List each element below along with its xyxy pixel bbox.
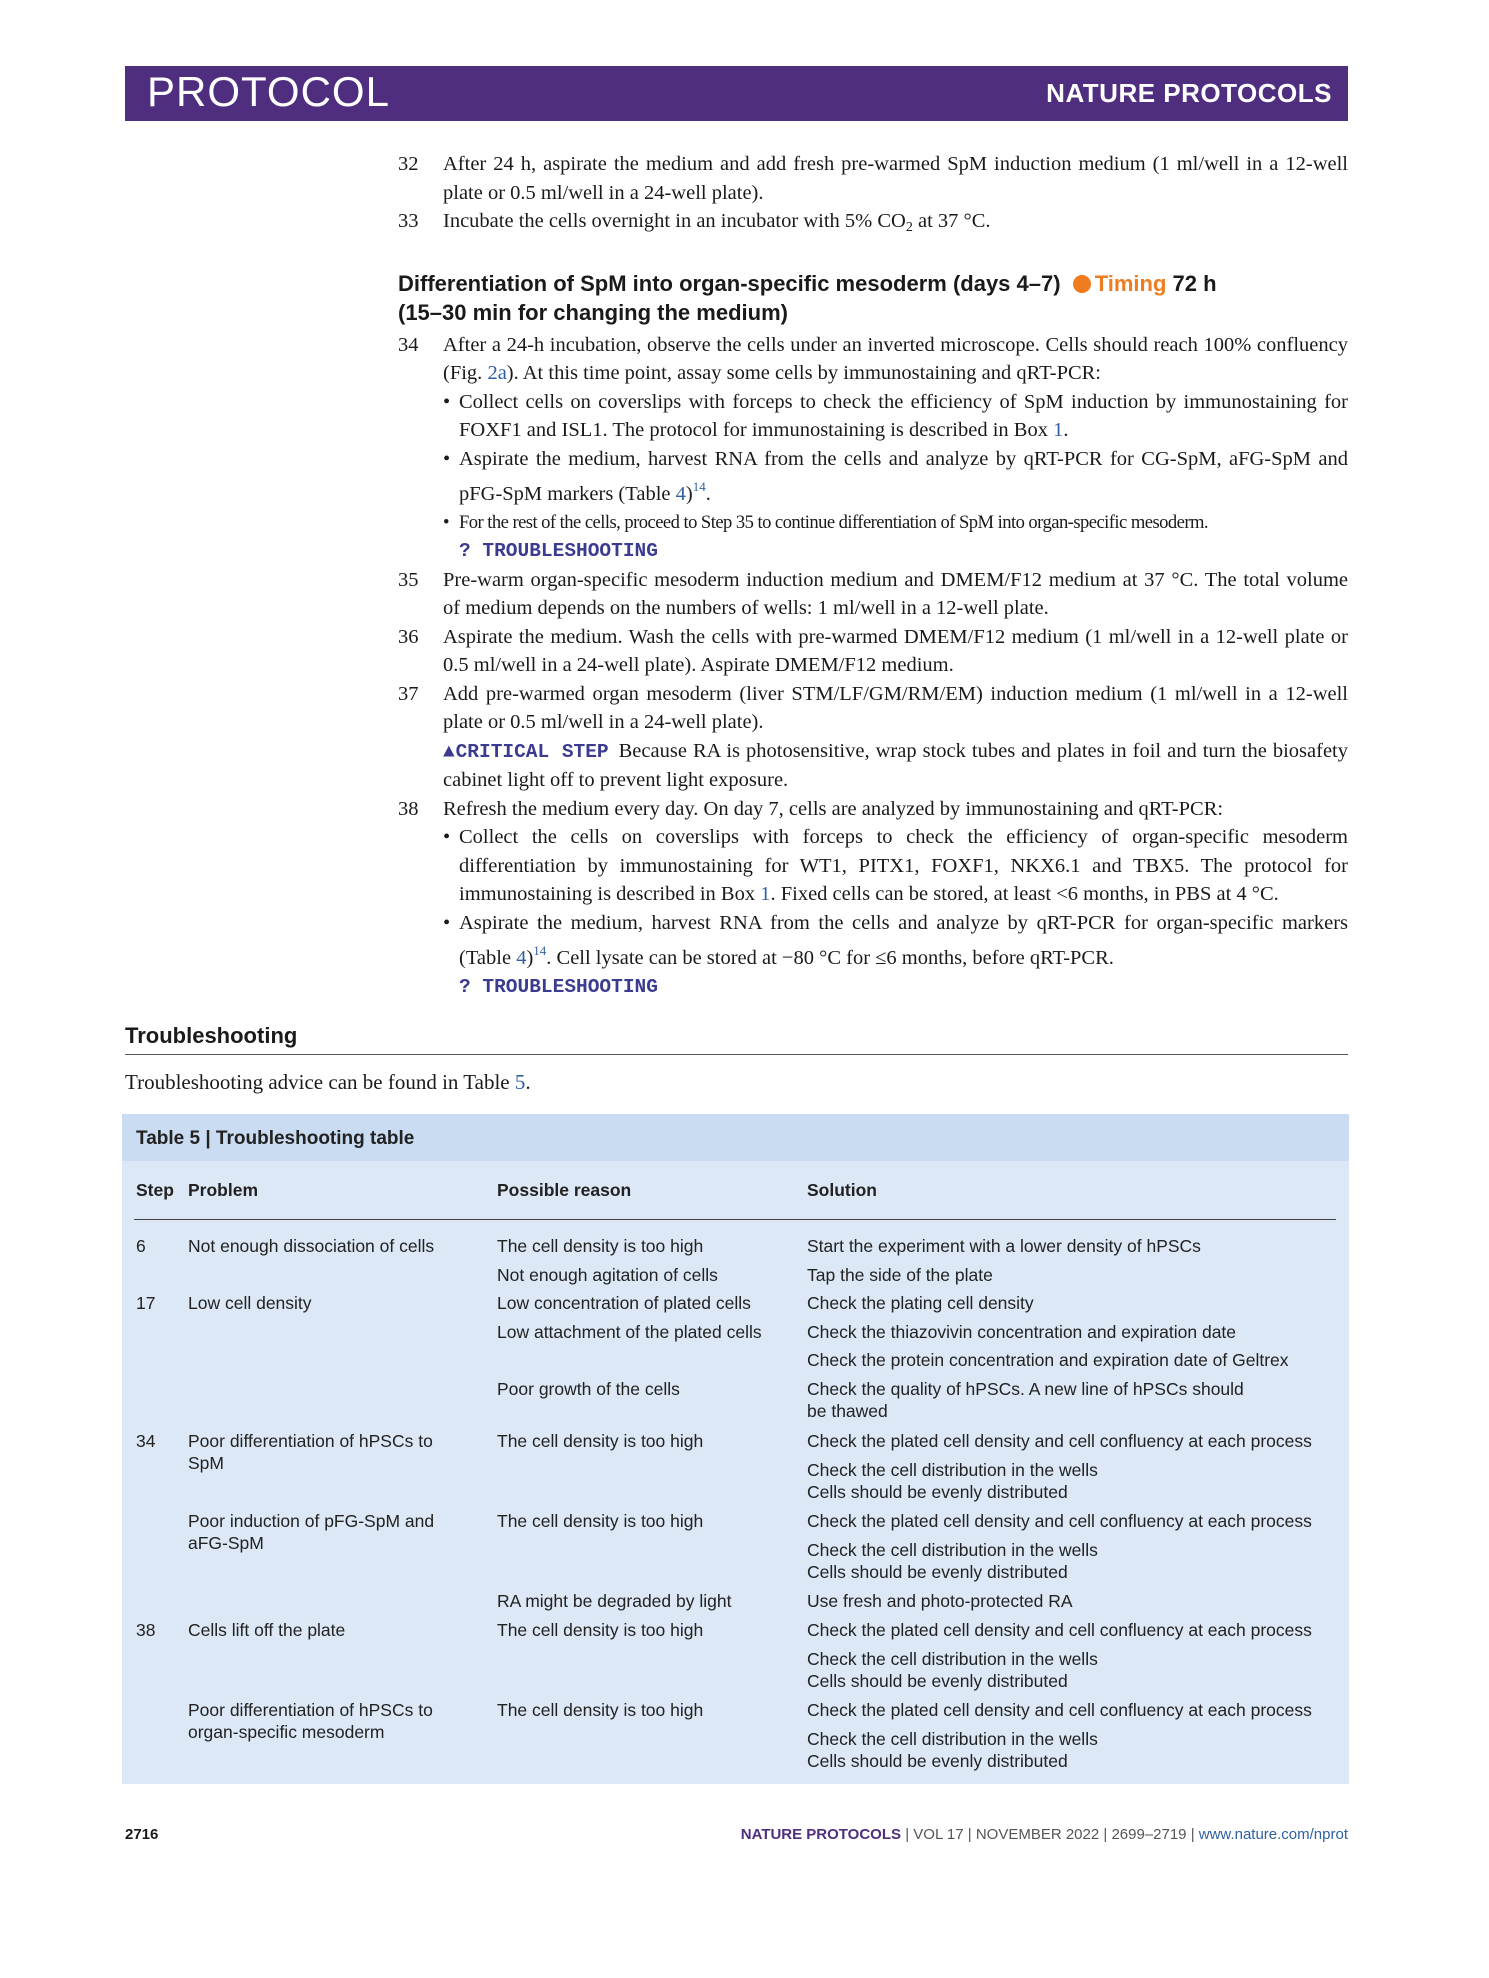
bullet-text: . Cell lysate can be stored at −80 °C for ≤6 months, before qRT-PCR.	[546, 947, 1114, 969]
table-cell: Poor growth of the cells	[497, 1379, 680, 1399]
table-cell: Check the protein concentration and expiration date of Geltrex	[807, 1350, 1289, 1370]
separator: |	[1099, 1826, 1112, 1843]
table-cell: Low cell density	[188, 1293, 312, 1313]
step-35	[398, 566, 1348, 623]
footer-pages: 2699–2719	[1111, 1826, 1187, 1843]
footer-volume: VOL 17	[913, 1826, 964, 1843]
step-text: Pre-warm organ-specific mesoderm induction medium and DMEM/F12 medium at 37 °C. The total volume of medium depends on the numbers of wells: 1 ml/well in a 12-well plate.	[443, 568, 1348, 619]
step-text: Aspirate the medium. Wash the cells with pre-warmed DMEM/F12 medium (1 ml/well in a 12-well plate or 0.5 ml/well in a 24-well plate). Aspirate DMEM/F12 medium.	[443, 625, 1348, 676]
table-cell: Check the plated cell density and cell confluency at each process	[807, 1620, 1312, 1640]
table-cell: 38	[136, 1620, 156, 1640]
table-cell: Check the cell distribution in the wells	[807, 1729, 1098, 1749]
paragraph-text: .	[525, 1070, 531, 1094]
step-37	[398, 680, 1348, 795]
troubleshooting-heading: Troubleshooting	[125, 1023, 1348, 1055]
table-cell: Tap the side of the plate	[807, 1265, 993, 1285]
step-text: at 37 °C.	[912, 210, 991, 232]
table-cell: Check the cell distribution in the wells	[807, 1649, 1098, 1669]
table-cell: Poor differentiation of hPSCs to	[188, 1431, 433, 1451]
step-36	[398, 623, 1348, 680]
footer-url-link[interactable]: www.nature.com/nprot	[1198, 1826, 1348, 1843]
timing-value: 72 h	[1172, 270, 1217, 296]
table-cell: Cells should be evenly distributed	[807, 1751, 1068, 1771]
critical-step-label: ▲CRITICAL STEP	[443, 740, 609, 763]
table-cell: Check the thiazovivin concentration and expiration date	[807, 1322, 1237, 1342]
step-34	[398, 331, 1348, 566]
step-text: After a 24-h incubation, observe the cells under an inverted microscope. Cells should reach 100% confluency (Fig.	[443, 333, 1348, 384]
table-cell: Check the plated cell density and cell confluency at each process	[807, 1431, 1312, 1451]
header-step: Step	[136, 1180, 174, 1200]
table-cell: Not enough agitation of cells	[497, 1265, 718, 1285]
step-text: Refresh the medium every day. On day 7, cells are analyzed by immunostaining and qRT-PCR:	[443, 797, 1224, 820]
table-cell: Not enough dissociation of cells	[188, 1236, 435, 1256]
header-reason: Possible reason	[497, 1180, 632, 1200]
table-cell: Check the plating cell density	[807, 1293, 1034, 1313]
bullet-text: For the rest of the cells, proceed to Step 35 to continue differentiation of SpM into organ-specific mesoderm.	[459, 511, 1208, 533]
step-38	[398, 795, 1348, 1002]
step-text: ). At this time point, assay some cells by immunostaining and qRT-PCR:	[506, 362, 1102, 384]
step-text: Incubate the cells overnight in an incubator with 5% CO	[443, 210, 906, 232]
table-cell: 6	[136, 1236, 146, 1256]
step-33	[398, 207, 1348, 243]
step-text: Add pre-warmed organ mesoderm (liver STM/LF/GM/RM/EM) induction medium (1 ml/well in a 12-well plate or 0.5 ml/well in a 24-well plate).	[443, 682, 1348, 733]
separator: |	[1186, 1826, 1199, 1843]
table-cell: The cell density is too high	[497, 1700, 704, 1720]
header-solution: Solution	[807, 1180, 877, 1200]
table-cell: Low attachment of the plated cells	[497, 1322, 762, 1342]
critical-step	[443, 737, 1348, 795]
table-cell: Start the experiment with a lower density of hPSCs	[807, 1236, 1201, 1256]
box-link[interactable]: 1	[1053, 419, 1064, 441]
bullet-item: • Aspirate the medium, harvest RNA from the cells and analyze by qRT-PCR for CG-SpM, aFG-SpM and pFG-SpM markers (Table 4)$^{14}$.	[443, 447, 1348, 505]
step-text: After 24 h, aspirate the medium and add fresh pre-warmed SpM induction medium (1 ml/well in a 12-well plate or 0.5 ml/well in a 24-well plate).	[443, 153, 1348, 204]
bullet-text: Collect the cells on coverslips with forceps to check the efficiency of organ-specific mesoderm differentiation by immunostaining for WT1, PITX1, FOXF1, NKX6.1 and TBX5. The protocol for immunostaining is described in Box	[459, 826, 1348, 905]
bullet-text: .	[1063, 419, 1069, 441]
bullet-text: Aspirate the medium, harvest RNA from the cells and analyze by qRT-PCR for CG-SpM, aFG-SpM and pFG-SpM markers (Table	[459, 447, 1348, 505]
table-cell: Cells should be evenly distributed	[807, 1671, 1068, 1691]
table-cell: Poor differentiation of hPSCs to	[188, 1700, 433, 1720]
bullet-text: )	[526, 947, 534, 969]
bullet-text: . Fixed cells can be stored, at least <6 months, in PBS at 4 °C.	[770, 883, 1279, 905]
troubleshooting-paragraph	[125, 1070, 531, 1095]
bullet-item: • Collect cells on coverslips with forceps to check the efficiency of SpM induction by immunostaining for FOXF1 and ISL1. The protocol for immunostaining is described in Box 1.	[443, 390, 1348, 441]
table-cell: Check the cell distribution in the wells	[807, 1540, 1098, 1560]
table-cell: The cell density is too high	[497, 1431, 704, 1451]
table-cell: Poor induction of pFG-SpM and	[188, 1511, 435, 1531]
timing-dot-icon	[1073, 275, 1091, 293]
table-link[interactable]: 4	[516, 947, 527, 969]
troubleshooting-table	[122, 1114, 1349, 1784]
table-cell: Low concentration of plated cells	[497, 1293, 751, 1313]
critical-step-text: Because RA is photosensitive, wrap stock tubes and plates in foil and turn the biosafety cabinet light off to prevent light exposure.	[443, 739, 1348, 791]
table-cell: Check the quality of hPSCs. A new line of hPSCs should	[807, 1379, 1244, 1399]
section-title: Differentiation of SpM into organ-specific mesoderm (days 4–7)	[398, 270, 1061, 296]
procedure-steps	[398, 150, 1348, 1001]
paragraph-text: Troubleshooting advice can be found in Table	[125, 1070, 515, 1094]
table-cell: Check the cell distribution in the wells	[807, 1460, 1098, 1480]
citation-link[interactable]: 14	[692, 479, 706, 494]
bullet-item: • For the rest of the cells, proceed to Step 35 to continue differentiation of SpM into organ-specific mesoderm.	[443, 511, 1208, 533]
timing-label: Timing	[1094, 270, 1167, 296]
table-link[interactable]: 5	[514, 1070, 526, 1094]
step-32	[398, 150, 1348, 207]
page-number: 2716	[125, 1826, 159, 1843]
bullet-text: Collect cells on coverslips with forceps to check the efficiency of SpM induction by immunostaining for FOXF1 and ISL1. The protocol for immunostaining is described in Box	[459, 390, 1348, 441]
table-cell: Cells lift off the plate	[188, 1620, 346, 1640]
bullet-text: )	[685, 483, 693, 505]
step-number: 33	[398, 210, 419, 232]
bullet-text: .	[705, 483, 711, 505]
header-problem: Problem	[188, 1180, 259, 1200]
table-cell: Check the plated cell density and cell confluency at each process	[807, 1700, 1312, 1720]
table-cell: aFG-SpM	[188, 1533, 264, 1553]
section-title-line2: (15–30 min for changing the medium)	[398, 299, 788, 325]
figure-link[interactable]: 2a	[487, 362, 507, 384]
bullet-item: • Collect the cells on coverslips with forceps to check the efficiency of organ-specific mesoderm differentiation by immunostaining for WT1, PITX1, FOXF1, NKX6.1 and TBX5. The protocol for immunostaining is described in Box 1. Fixed cells can be stored, at least <6 months, in PBS at 4 °C.	[443, 826, 1348, 905]
footer-journal: NATURE PROTOCOLS	[740, 1826, 902, 1843]
step-number: 32	[398, 153, 419, 175]
table-cell: 17	[136, 1293, 156, 1313]
footer-date: NOVEMBER 2022	[975, 1826, 1100, 1843]
table-cell: The cell density is too high	[497, 1620, 704, 1640]
separator: |	[963, 1826, 976, 1843]
table-cell: be thawed	[807, 1401, 888, 1421]
table-caption: Table 5 | Troubleshooting table	[122, 1114, 1349, 1161]
header-rule	[134, 1219, 1336, 1220]
separator: |	[901, 1826, 914, 1843]
troubleshooting-link[interactable]: ? TROUBLESHOOTING	[459, 975, 658, 998]
table-cell: The cell density is too high	[497, 1511, 704, 1531]
table-cell: Cells should be evenly distributed	[807, 1482, 1068, 1502]
step-number: 38	[398, 797, 419, 820]
table-cell: Cells should be evenly distributed	[807, 1562, 1068, 1582]
box-link[interactable]: 1	[760, 883, 771, 905]
table-cell: The cell density is too high	[497, 1236, 704, 1256]
bullet-item: • Aspirate the medium, harvest RNA from the cells and analyze by qRT-PCR for organ-specific markers (Table 4)$^{14}$. Cell lysate can be stored at −80 °C for ≤6 months, before qRT-PCR.	[443, 911, 1348, 969]
table-cell: Use fresh and photo-protected RA	[807, 1591, 1073, 1611]
step-number: 35	[398, 568, 419, 591]
step-number: 34	[398, 333, 419, 356]
citation-link[interactable]: 14	[533, 943, 547, 958]
troubleshooting-link[interactable]: ? TROUBLESHOOTING	[459, 540, 658, 562]
subscript: 2	[905, 220, 913, 235]
step-number: 36	[398, 625, 419, 648]
page-header	[125, 66, 1348, 121]
step-number: 37	[398, 682, 419, 705]
section-heading	[398, 269, 1348, 327]
table-cell: organ-specific mesoderm	[188, 1722, 385, 1742]
table-cell: RA might be degraded by light	[497, 1591, 732, 1611]
table-cell: 34	[136, 1431, 156, 1451]
table-cell: Check the plated cell density and cell confluency at each process	[807, 1511, 1312, 1531]
header-section-label: PROTOCOL	[147, 68, 390, 115]
header-journal-name: NATURE PROTOCOLS	[1046, 78, 1332, 108]
table-link[interactable]: 4	[675, 483, 686, 505]
bullet-text: Aspirate the medium, harvest RNA from the cells and analyze by qRT-PCR for organ-specific markers (Table	[459, 911, 1348, 969]
table-cell: SpM	[188, 1453, 224, 1473]
journal-reference	[741, 1826, 1348, 1843]
